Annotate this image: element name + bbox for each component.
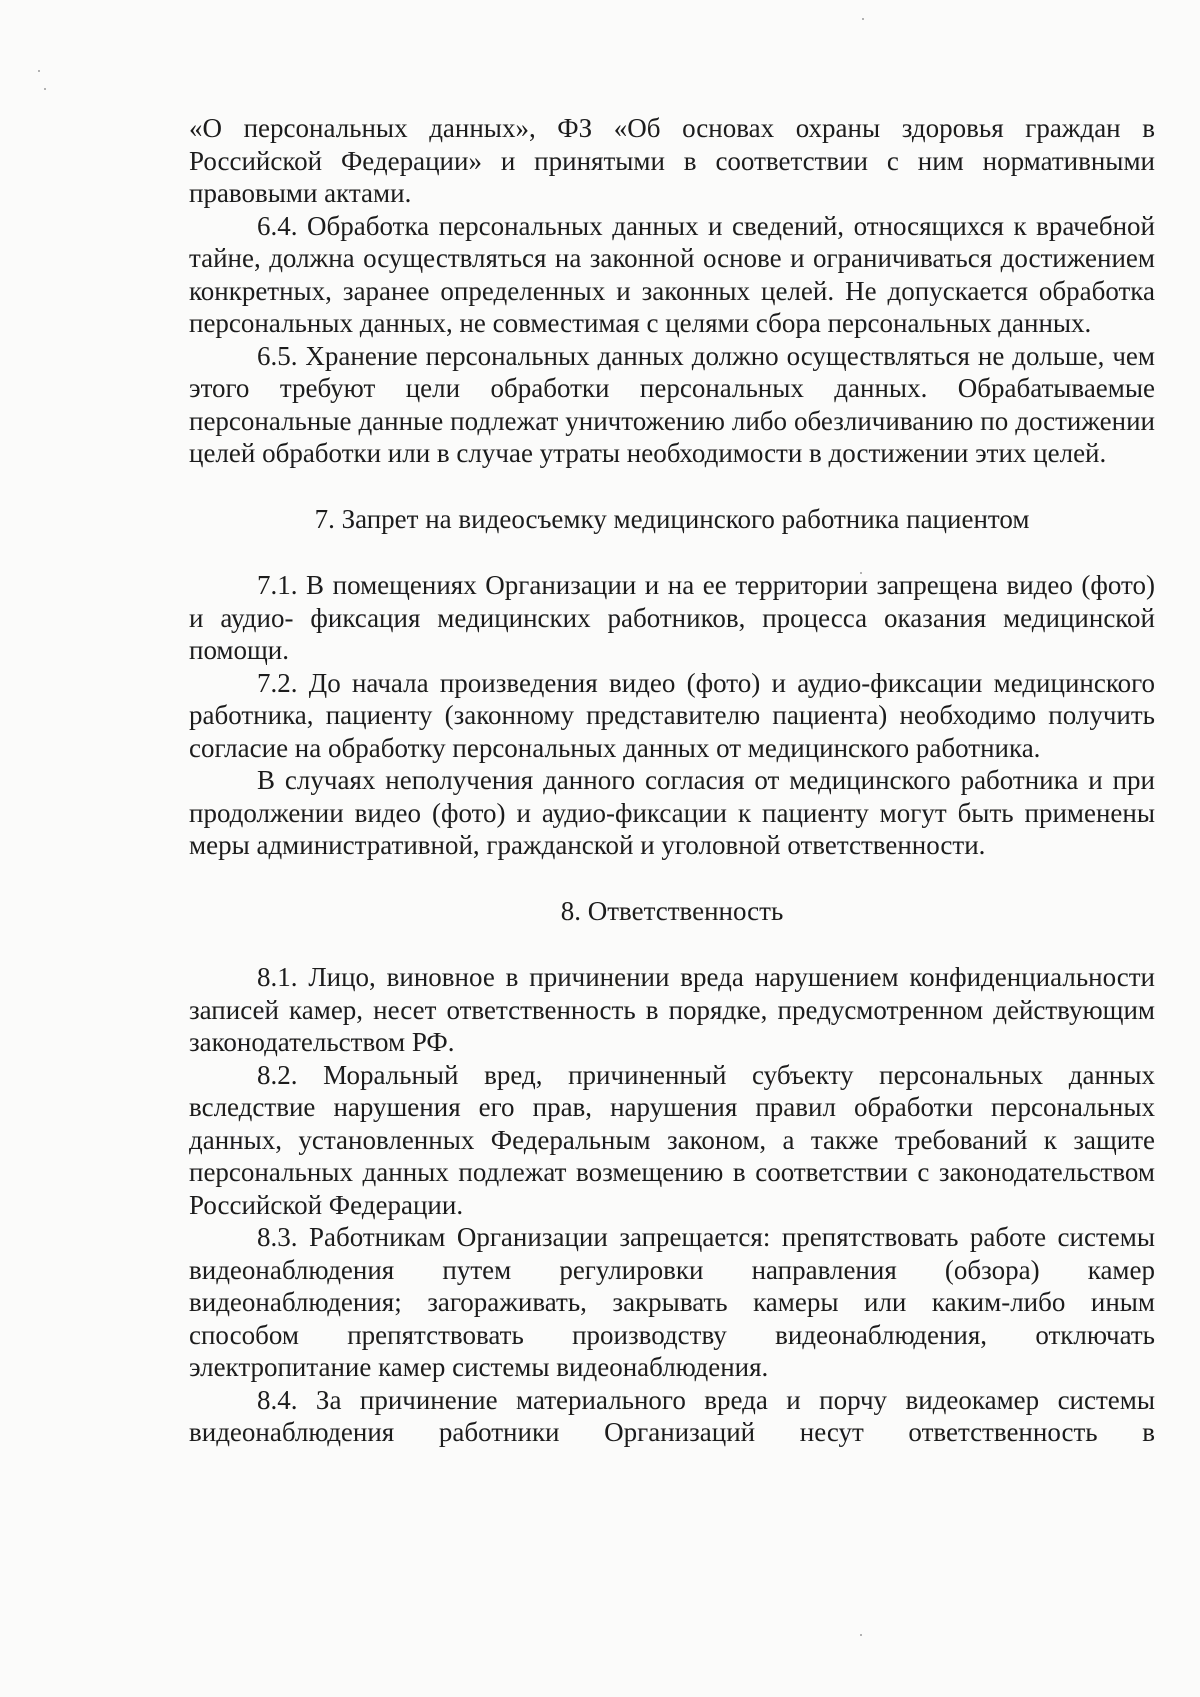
paragraph-8-1: 8.1. Лицо, виновное в причинении вреда нарушением конфиденциальности записей камер, несет ответственность в порядке, предусмотренном действующим законодательством РФ.	[189, 962, 1155, 1057]
paragraph-7-2: 7.2. До начала произведения видео (фото) и аудио-фиксации медицинского работника, пациенту (законному представителю пациента) необходимо получить согласие на обработку персональных данных от медицинского работника.	[189, 667, 1155, 763]
paragraph-7-1: 7.1. В помещениях Организации и на ее территории запрещена видео (фото) и аудио- фиксация медицинских работников, процесса оказания медицинской помощи.	[189, 570, 1155, 665]
paragraph-8-4: 8.4. За причинение материального вреда и порчу видеокамер системы видеонаблюдения работники Организаций несут ответственность в	[189, 1384, 1155, 1447]
paragraph-6-5: 6.5. Хранение персональных данных должно осуществляться не дольше, чем этого требуют цели обработки персональных данных. Обрабатываемые персональные данные подлежат уничтожению либо обезличиванию по достижении целей обработки или в случае утраты необходимости в достижении этих целей.	[189, 340, 1155, 468]
paragraph-8-2: 8.2. Моральный вред, причиненный субъекту персональных данных вследствие нарушения его прав, нарушения правил обработки персональных данных, установленных Федеральным законом, а также требований к защите персональных данных подлежат возмещению в соответствии с законодательством Российской Федерации.	[189, 1059, 1155, 1220]
scan-speck	[38, 70, 40, 72]
paragraph-8-3: 8.3. Работникам Организации запрещается: препятствовать работе системы видеонаблюдения путем регулировки направления (обзора) камер видеонаблюдения; загораживать, закрывать камеры или каким-либо иным способом препятствовать производству видеонаблюдения, отключать электропитание камер системы видеонаблюдения.	[189, 1222, 1155, 1382]
section-heading-7: 7. Запрет на видеосъемку медицинского работника пациентом	[314, 503, 1030, 534]
paragraph-7-2-continued: В случаях неполучения данного согласия от медицинского работника и при продолжении видео (фото) и аудио-фиксации к пациенту могут быть применены меры административной, гражданской и уголовной ответственности.	[189, 765, 1155, 860]
scan-speck	[862, 18, 864, 20]
document-body	[189, 112, 1155, 1449]
section-heading-8: 8. Ответственность	[560, 895, 784, 926]
scan-speck	[860, 1634, 862, 1636]
scan-speck	[44, 88, 46, 90]
paragraph-intro: «О персональных данных», ФЗ «Об основах охраны здоровья граждан в Российской Федерации» и принятыми в соответствии с ним нормативными правовыми актами.	[189, 113, 1155, 208]
paragraph-6-4: 6.4. Обработка персональных данных и сведений, относящихся к врачебной тайне, должна осуществляться на законной основе и ограничиваться достижением конкретных, заранее определенных и законных целей. Не допускается обработка персональных данных, не совместимая с целями сбора персональных данных.	[189, 210, 1155, 338]
